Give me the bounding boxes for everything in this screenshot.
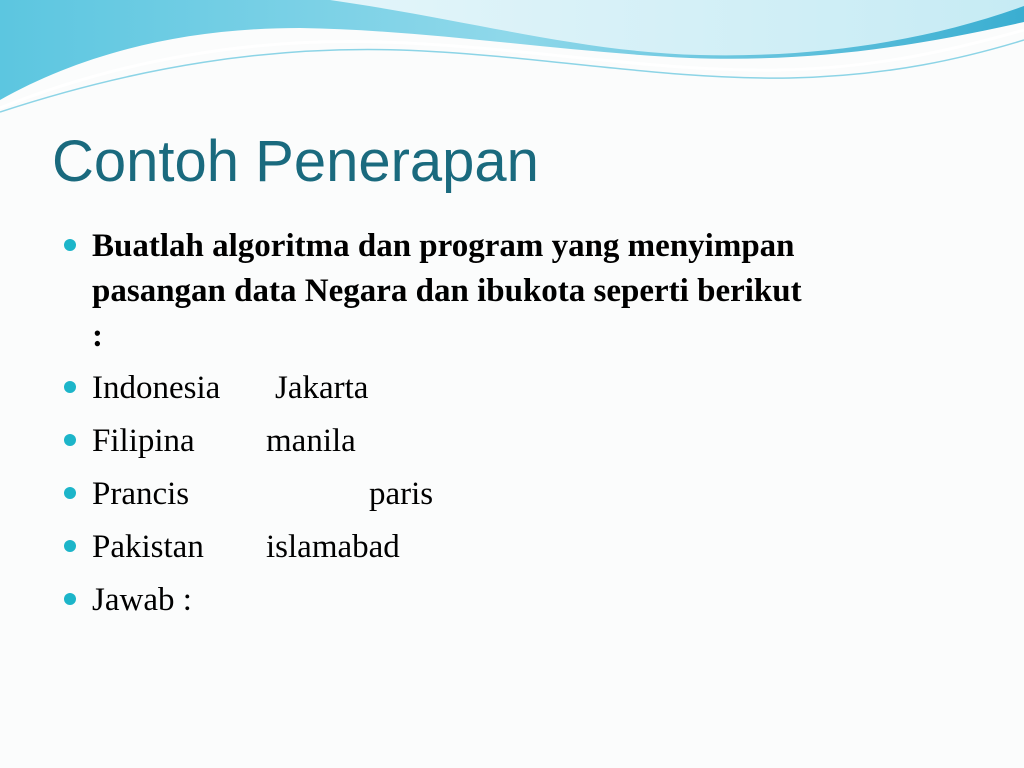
intro-line-2: pasangan data Negara dan ibukota seperti berikut — [92, 273, 802, 309]
list-item-intro — [64, 224, 964, 359]
bullet-icon — [64, 381, 76, 393]
capital-name: Jakarta — [275, 370, 369, 406]
wave-header-decoration — [0, 0, 1024, 125]
intro-line-3: : — [92, 318, 103, 354]
bullet-icon — [64, 540, 76, 552]
country-name: Filipina — [92, 423, 195, 459]
capital-name: islamabad — [266, 529, 400, 565]
list-item-pair — [64, 419, 964, 464]
list-item-pair — [64, 472, 964, 517]
capital-name: paris — [369, 476, 434, 512]
bullet-icon — [64, 239, 76, 251]
slide-title: Contoh Penerapan — [52, 129, 539, 194]
list-item-answer — [64, 578, 964, 623]
capital-name: manila — [266, 423, 356, 459]
bullet-icon — [64, 487, 76, 499]
bullet-list — [64, 224, 964, 631]
bullet-icon — [64, 434, 76, 446]
list-item-pair — [64, 525, 964, 570]
bullet-icon — [64, 593, 76, 605]
country-name: Indonesia — [92, 370, 221, 406]
answer-label: Jawab : — [92, 582, 192, 618]
intro-line-1: Buatlah algoritma dan program yang menyimpan — [92, 228, 795, 264]
country-name: Pakistan — [92, 529, 204, 565]
list-item-pair — [64, 366, 964, 411]
country-name: Prancis — [92, 476, 190, 512]
